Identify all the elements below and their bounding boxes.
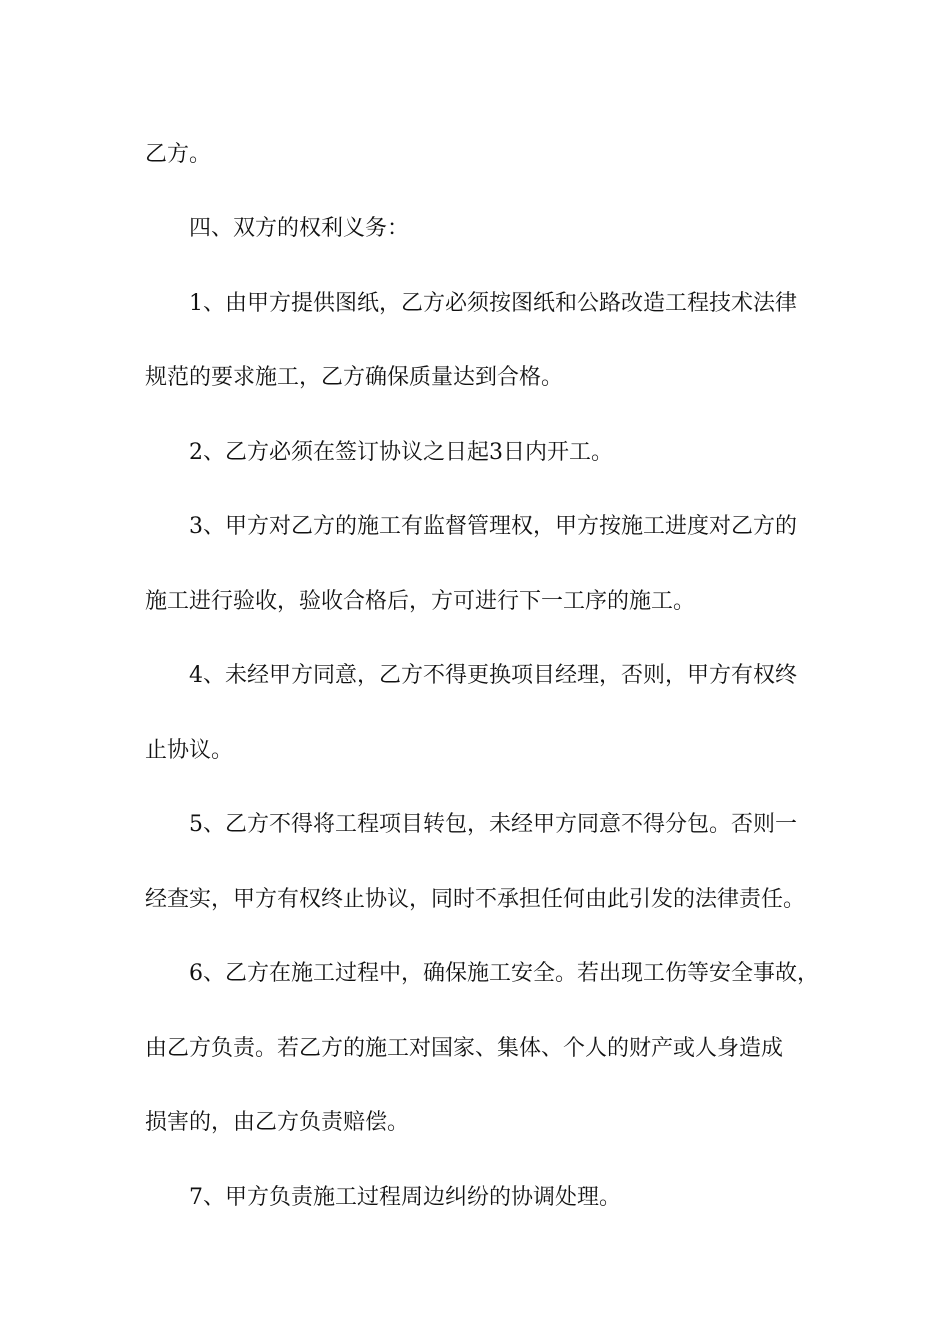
clause-4-line-2: 止协议。 [145,738,234,763]
clause-3-line-2: 施工进行验收，验收合格后，方可进行下一工序的施工。 [145,589,696,614]
clause-1-line-1: 1、由甲方提供图纸，乙方必须按图纸和公路改造工程技术法律 [189,291,797,316]
clause-4-line-1: 4、未经甲方同意，乙方不得更换项目经理，否则，甲方有权终 [189,663,797,688]
clause-5-line-1: 5、乙方不得将工程项目转包，未经甲方同意不得分包。否则一 [189,812,797,837]
text-line-continuation: 乙方。 [145,142,212,167]
clause-6-line-1: 6、乙方在施工过程中，确保施工安全。若出现工伤等安全事故， [189,961,819,986]
clause-3-line-1: 3、甲方对乙方的施工有监督管理权，甲方按施工进度对乙方的 [189,514,797,539]
clause-5-line-2: 经查实，甲方有权终止协议，同时不承担任何由此引发的法律责任。 [145,887,806,912]
clause-1-line-2: 规范的要求施工，乙方确保质量达到合格。 [145,365,564,390]
clause-6-line-3: 损害的，由乙方负责赔偿。 [145,1110,410,1135]
clause-7-line-1: 7、甲方负责施工过程周边纠纷的协调处理。 [189,1185,621,1210]
section-heading-rights-obligations: 四、双方的权利义务： [189,216,410,241]
clause-6-line-2: 由乙方负责。若乙方的施工对国家、集体、个人的财产或人身造成 [145,1036,784,1061]
clause-2-line-1: 2、乙方必须在签订协议之日起3日内开工。 [189,440,613,465]
